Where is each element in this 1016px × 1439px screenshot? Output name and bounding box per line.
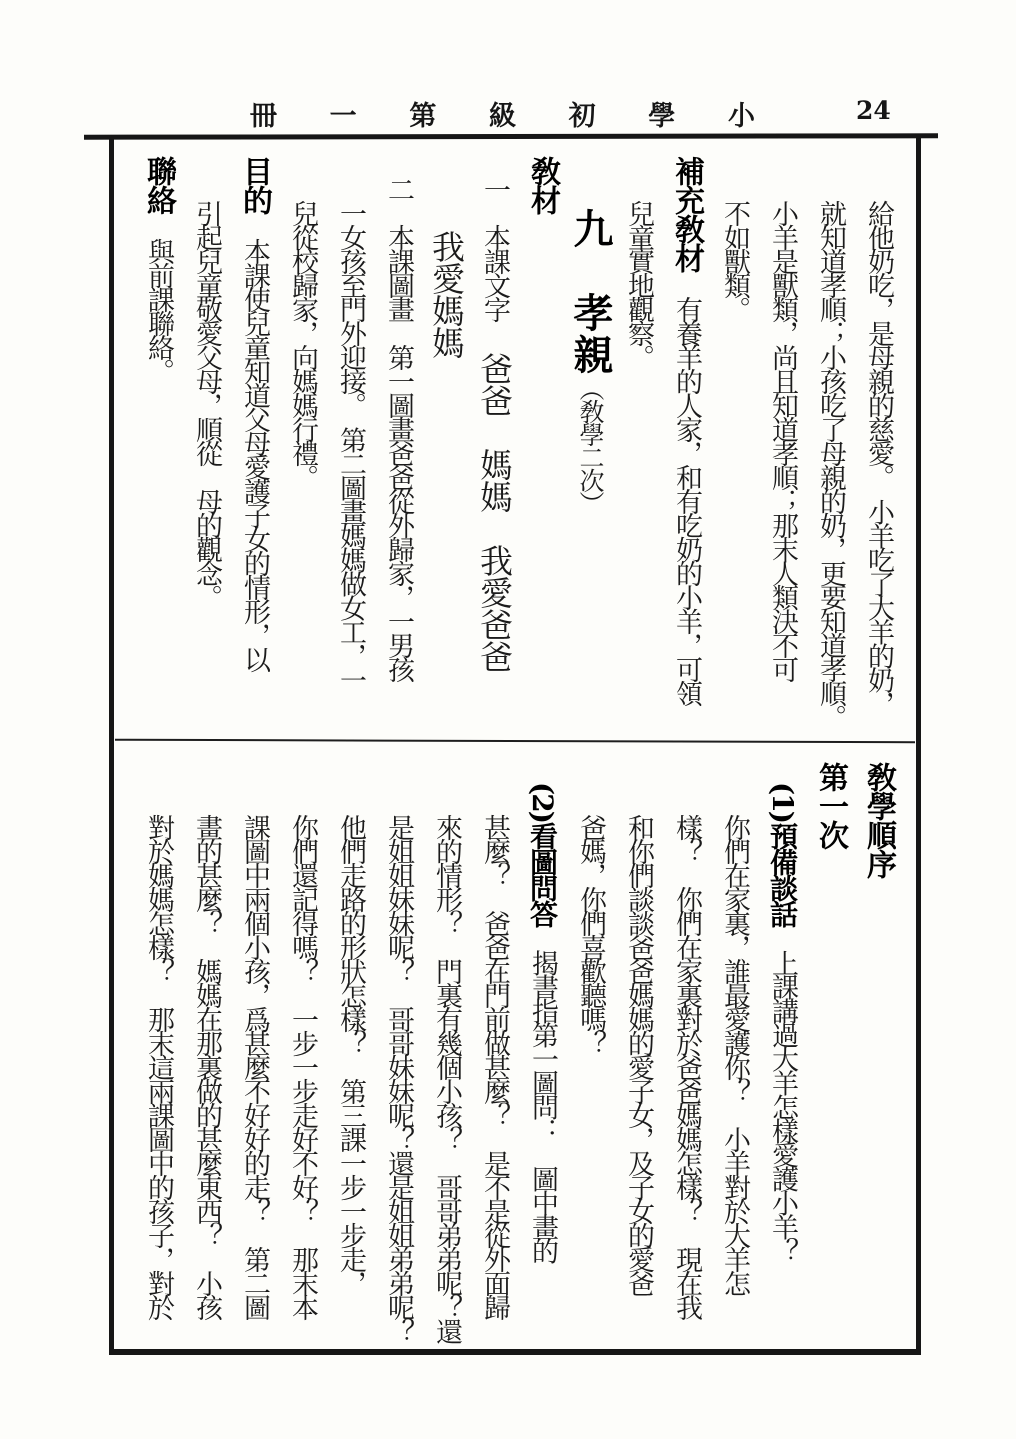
upper-col-carryover-3 bbox=[764, 148, 800, 740]
column-text: 一女孩至門外迎接。 第二圖畫媽媽做女工，一 bbox=[335, 200, 366, 691]
lesson-sample-text: 爸爸 媽媽 我愛爸爸 bbox=[475, 320, 514, 672]
column-text: 兒從校歸家，向媽媽行禮。 bbox=[287, 200, 318, 488]
col-first-session bbox=[812, 754, 848, 1349]
column-text: 有養羊的人家，和有吃奶的小羊，可領 bbox=[671, 272, 702, 704]
column-text: 對於媽媽怎樣？ 那末這兩課圖中的孩子，對於 bbox=[143, 814, 174, 1318]
page-frame bbox=[109, 136, 921, 1355]
upper-col-carryover-2 bbox=[812, 148, 848, 740]
column-text: 甚麼？ 爸爸在門前做甚麼？ 是不是從外面歸 bbox=[479, 814, 510, 1318]
column-text: 是姐姐妹妹呢？ 哥哥妹妹呢？還是姐姐弟弟呢？ bbox=[383, 814, 414, 1342]
folio-char: 初 bbox=[568, 101, 596, 132]
col-picture-qa-2 bbox=[476, 754, 512, 1349]
column-text: 爸媽，你們喜歡聽嗎？ bbox=[575, 814, 606, 1054]
column-heading: 第一次 bbox=[813, 762, 848, 849]
column-heading: 敎材 bbox=[525, 156, 560, 214]
column-text: 引起兒童敬愛父母，順從 母的觀念。 bbox=[191, 200, 222, 608]
column-text: 課圖中兩個小孩，爲甚麼不好好的走？ 第二圖 bbox=[239, 814, 270, 1318]
col-teaching-sequence bbox=[860, 754, 896, 1349]
column-text: 就知道孝順；小孩吃了母親的奶，更要知道孝順。 bbox=[815, 200, 846, 728]
folio-char: 一 bbox=[329, 101, 357, 132]
lesson-title-note: （敎學二次） bbox=[576, 376, 605, 514]
column-text: 本課使兒童知道父母愛護子女的情形，以 bbox=[239, 214, 270, 670]
col-picture-qa-7 bbox=[236, 754, 272, 1349]
upper-section bbox=[114, 136, 916, 740]
folio-char: 級 bbox=[488, 101, 516, 132]
column-text: 不如獸類。 bbox=[719, 200, 750, 320]
col-purpose bbox=[236, 148, 272, 740]
column-heading: 敎學順序 bbox=[861, 762, 896, 878]
column-label: 一 本課文字 bbox=[479, 176, 510, 320]
folio-char: 第 bbox=[409, 101, 437, 132]
column-heading: 補充敎材 bbox=[669, 156, 704, 272]
column-text: 畫的甚麼？ 媽媽在那裏做的甚麼東西？ 小孩 bbox=[191, 814, 222, 1318]
col-prep-talk-3 bbox=[668, 754, 704, 1349]
col-picture-qa-8 bbox=[188, 754, 224, 1349]
column-text: 來的情形？ 門裏有幾個小孩？ 哥哥弟弟呢？還 bbox=[431, 814, 462, 1342]
col-purpose-2 bbox=[188, 148, 224, 740]
col-picture-qa-5 bbox=[332, 754, 368, 1349]
column-text: 你們還記得嗎？ 一步一步走好不好？ 那末本 bbox=[287, 814, 318, 1318]
col-picture-qa bbox=[524, 754, 560, 1349]
col-picture-qa-3 bbox=[428, 754, 464, 1349]
col-supplementary-materials bbox=[668, 148, 704, 740]
col-prep-talk-4 bbox=[620, 754, 656, 1349]
folio-char: 冊 bbox=[250, 101, 277, 132]
column-text: 小羊是獸類，尚且知道孝順；那末人類決不可 bbox=[767, 200, 798, 680]
column-heading: (2)看圖問答 bbox=[526, 782, 559, 926]
col-lesson-text-2 bbox=[428, 148, 464, 740]
lesson-title-text: 九 孝親 bbox=[567, 208, 614, 376]
folio-char: 小 bbox=[727, 101, 755, 132]
column-text: 樣？ 你們在家裏對於爸爸媽媽怎樣？ 現在我 bbox=[671, 814, 702, 1318]
col-materials-heading bbox=[524, 148, 560, 740]
col-lesson-pictures-3 bbox=[284, 148, 320, 740]
lower-section bbox=[114, 742, 916, 1349]
col-prep-talk bbox=[764, 754, 800, 1349]
page-number: 24 bbox=[856, 96, 891, 125]
running-head bbox=[250, 94, 755, 133]
column-text: 和你們談談爸爸媽媽的愛子女，及子女的愛爸 bbox=[623, 814, 654, 1294]
lesson-sample-text: 我愛媽媽 bbox=[427, 230, 466, 358]
column-heading: 聯絡 bbox=[141, 156, 176, 214]
folio-char: 學 bbox=[648, 101, 676, 132]
col-lesson-pictures-2 bbox=[332, 148, 368, 740]
column-text: 第一圖畫爸爸從外歸家，一男孩 bbox=[383, 320, 414, 680]
col-picture-qa-6 bbox=[284, 754, 320, 1349]
column-label: 二 本課圖畫 bbox=[383, 176, 414, 320]
column-text: 兒童實地觀察。 bbox=[623, 200, 654, 368]
col-prep-talk-2 bbox=[716, 754, 752, 1349]
col-prep-talk-5 bbox=[572, 754, 608, 1349]
upper-col-carryover-4 bbox=[716, 148, 752, 740]
column-text: 他們走路的形狀怎樣？ 第三課一步一步走， bbox=[335, 814, 366, 1294]
col-picture-qa-9 bbox=[140, 754, 176, 1349]
column-text: 你們在家裏，誰最愛護你？ 小羊對於大羊怎 bbox=[719, 814, 750, 1294]
col-lesson-text bbox=[476, 148, 512, 740]
column-heading: (1)預備談話 bbox=[766, 782, 799, 926]
col-supplementary-materials-2 bbox=[620, 148, 656, 740]
column-heading: 目的 bbox=[237, 156, 272, 214]
column-text: 與前課聯絡。 bbox=[143, 214, 174, 382]
col-picture-qa-4 bbox=[380, 754, 416, 1349]
col-connection bbox=[140, 148, 176, 740]
column-text: 上課講過大羊怎樣愛護小羊？ bbox=[767, 925, 798, 1262]
col-lesson-title bbox=[567, 148, 614, 740]
col-lesson-pictures bbox=[380, 148, 416, 740]
upper-col-carryover-1 bbox=[860, 148, 896, 740]
column-text: 揭書指第一圖問： 圖中畫的 bbox=[527, 925, 558, 1262]
column-text: 給他奶吃，是母親的慈愛。 小羊吃了大羊的奶， bbox=[863, 200, 894, 715]
